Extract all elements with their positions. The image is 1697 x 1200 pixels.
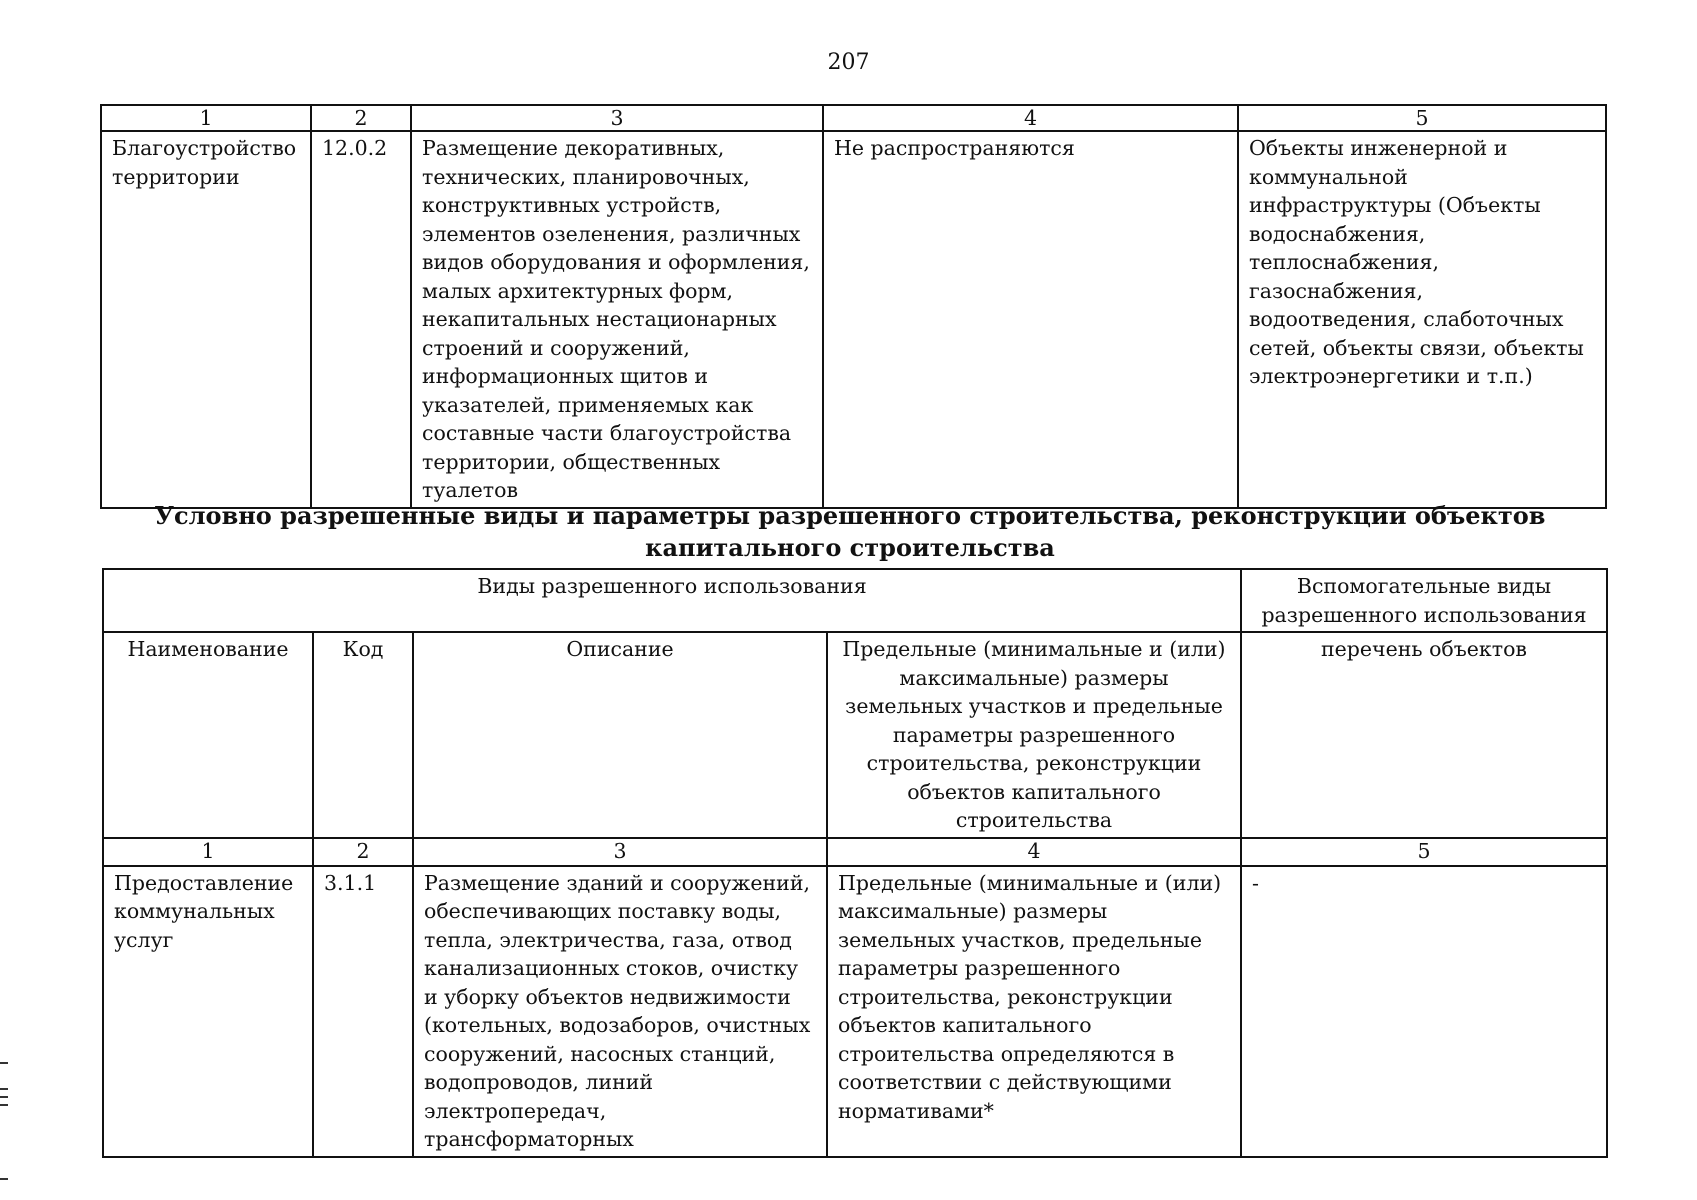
cell-name: Благоустройство территории — [101, 131, 311, 508]
column-number-4: 4 — [827, 838, 1241, 866]
column-header-row — [103, 632, 1607, 838]
column-number-2: 2 — [311, 105, 411, 131]
margin-mark — [0, 1088, 8, 1090]
group-header: Виды разрешенного использования — [103, 569, 1241, 632]
header-auxiliary: перечень объектов — [1241, 632, 1607, 838]
margin-mark — [0, 1104, 8, 1106]
margin-mark — [0, 1062, 8, 1064]
aux-header: Вспомогательные виды разрешенного использования — [1241, 569, 1607, 632]
cell-code: 12.0.2 — [311, 131, 411, 508]
cell-name: Предоставление коммунальных услуг — [103, 866, 313, 1157]
cell-limits: Предельные (минимальные и (или) максимальные) размеры земельных участков, предельные параметры разрешенного строительства, реконструкции объектов капитального строительства определяются в соответствии с действующими нормативами* — [827, 866, 1241, 1157]
group-header-row — [103, 569, 1607, 632]
margin-mark — [0, 1096, 8, 1098]
page-number: 207 — [827, 50, 870, 75]
column-number-1: 1 — [103, 838, 313, 866]
cell-code: 3.1.1 — [313, 866, 413, 1157]
section-heading-line-2: капитального строительства — [645, 533, 1055, 562]
column-number-1: 1 — [101, 105, 311, 131]
table-row — [103, 866, 1607, 1157]
cell-description: Размещение зданий и сооружений, обеспечивающих поставку воды, тепла, электричества, газа, отвод канализационных стоков, очистку и уборку объектов недвижимости (котельных, водозаборов, очистных сооружений, насосных станций, водопроводов, линий электропередач, трансформаторных — [413, 866, 827, 1157]
section-heading-line-1: Условно разрешенные виды и параметры разрешенного строительства, реконструкции объектов — [154, 501, 1546, 530]
column-number-4: 4 — [823, 105, 1238, 131]
column-number-5: 5 — [1241, 838, 1607, 866]
header-code: Код — [313, 632, 413, 838]
table-row — [101, 131, 1606, 508]
column-number-3: 3 — [413, 838, 827, 866]
header-description: Описание — [413, 632, 827, 838]
table-top — [100, 104, 1607, 509]
cell-description: Размещение декоративных, технических, планировочных, конструктивных устройств, элементов озеленения, различных видов оборудования и оформления, малых архитектурных форм, некапитальных нестационарных строений и сооружений, информационных щитов и указателей, применяемых как составные части благоустройства территории, общественных туалетов — [411, 131, 823, 508]
column-number-5: 5 — [1238, 105, 1606, 131]
cell-auxiliary: Объекты инженерной и коммунальной инфраструктуры (Объекты водоснабжения, теплоснабжения, газоснабжения, водоотведения, слаботочных сетей, объекты связи, объекты электроэнергетики и т.п.) — [1238, 131, 1606, 508]
margin-mark — [0, 1178, 8, 1180]
table-bottom — [102, 568, 1608, 1158]
header-name: Наименование — [103, 632, 313, 838]
section-heading — [150, 500, 1550, 564]
cell-auxiliary: - — [1241, 866, 1607, 1157]
table-header-row — [101, 105, 1606, 131]
column-number-row — [103, 838, 1607, 866]
column-number-2: 2 — [313, 838, 413, 866]
header-limits: Предельные (минимальные и (или) максимальные) размеры земельных участков и предельные параметры разрешенного строительства, реконструкции объектов капитального строительства — [827, 632, 1241, 838]
column-number-3: 3 — [411, 105, 823, 131]
cell-limits: Не распространяются — [823, 131, 1238, 508]
